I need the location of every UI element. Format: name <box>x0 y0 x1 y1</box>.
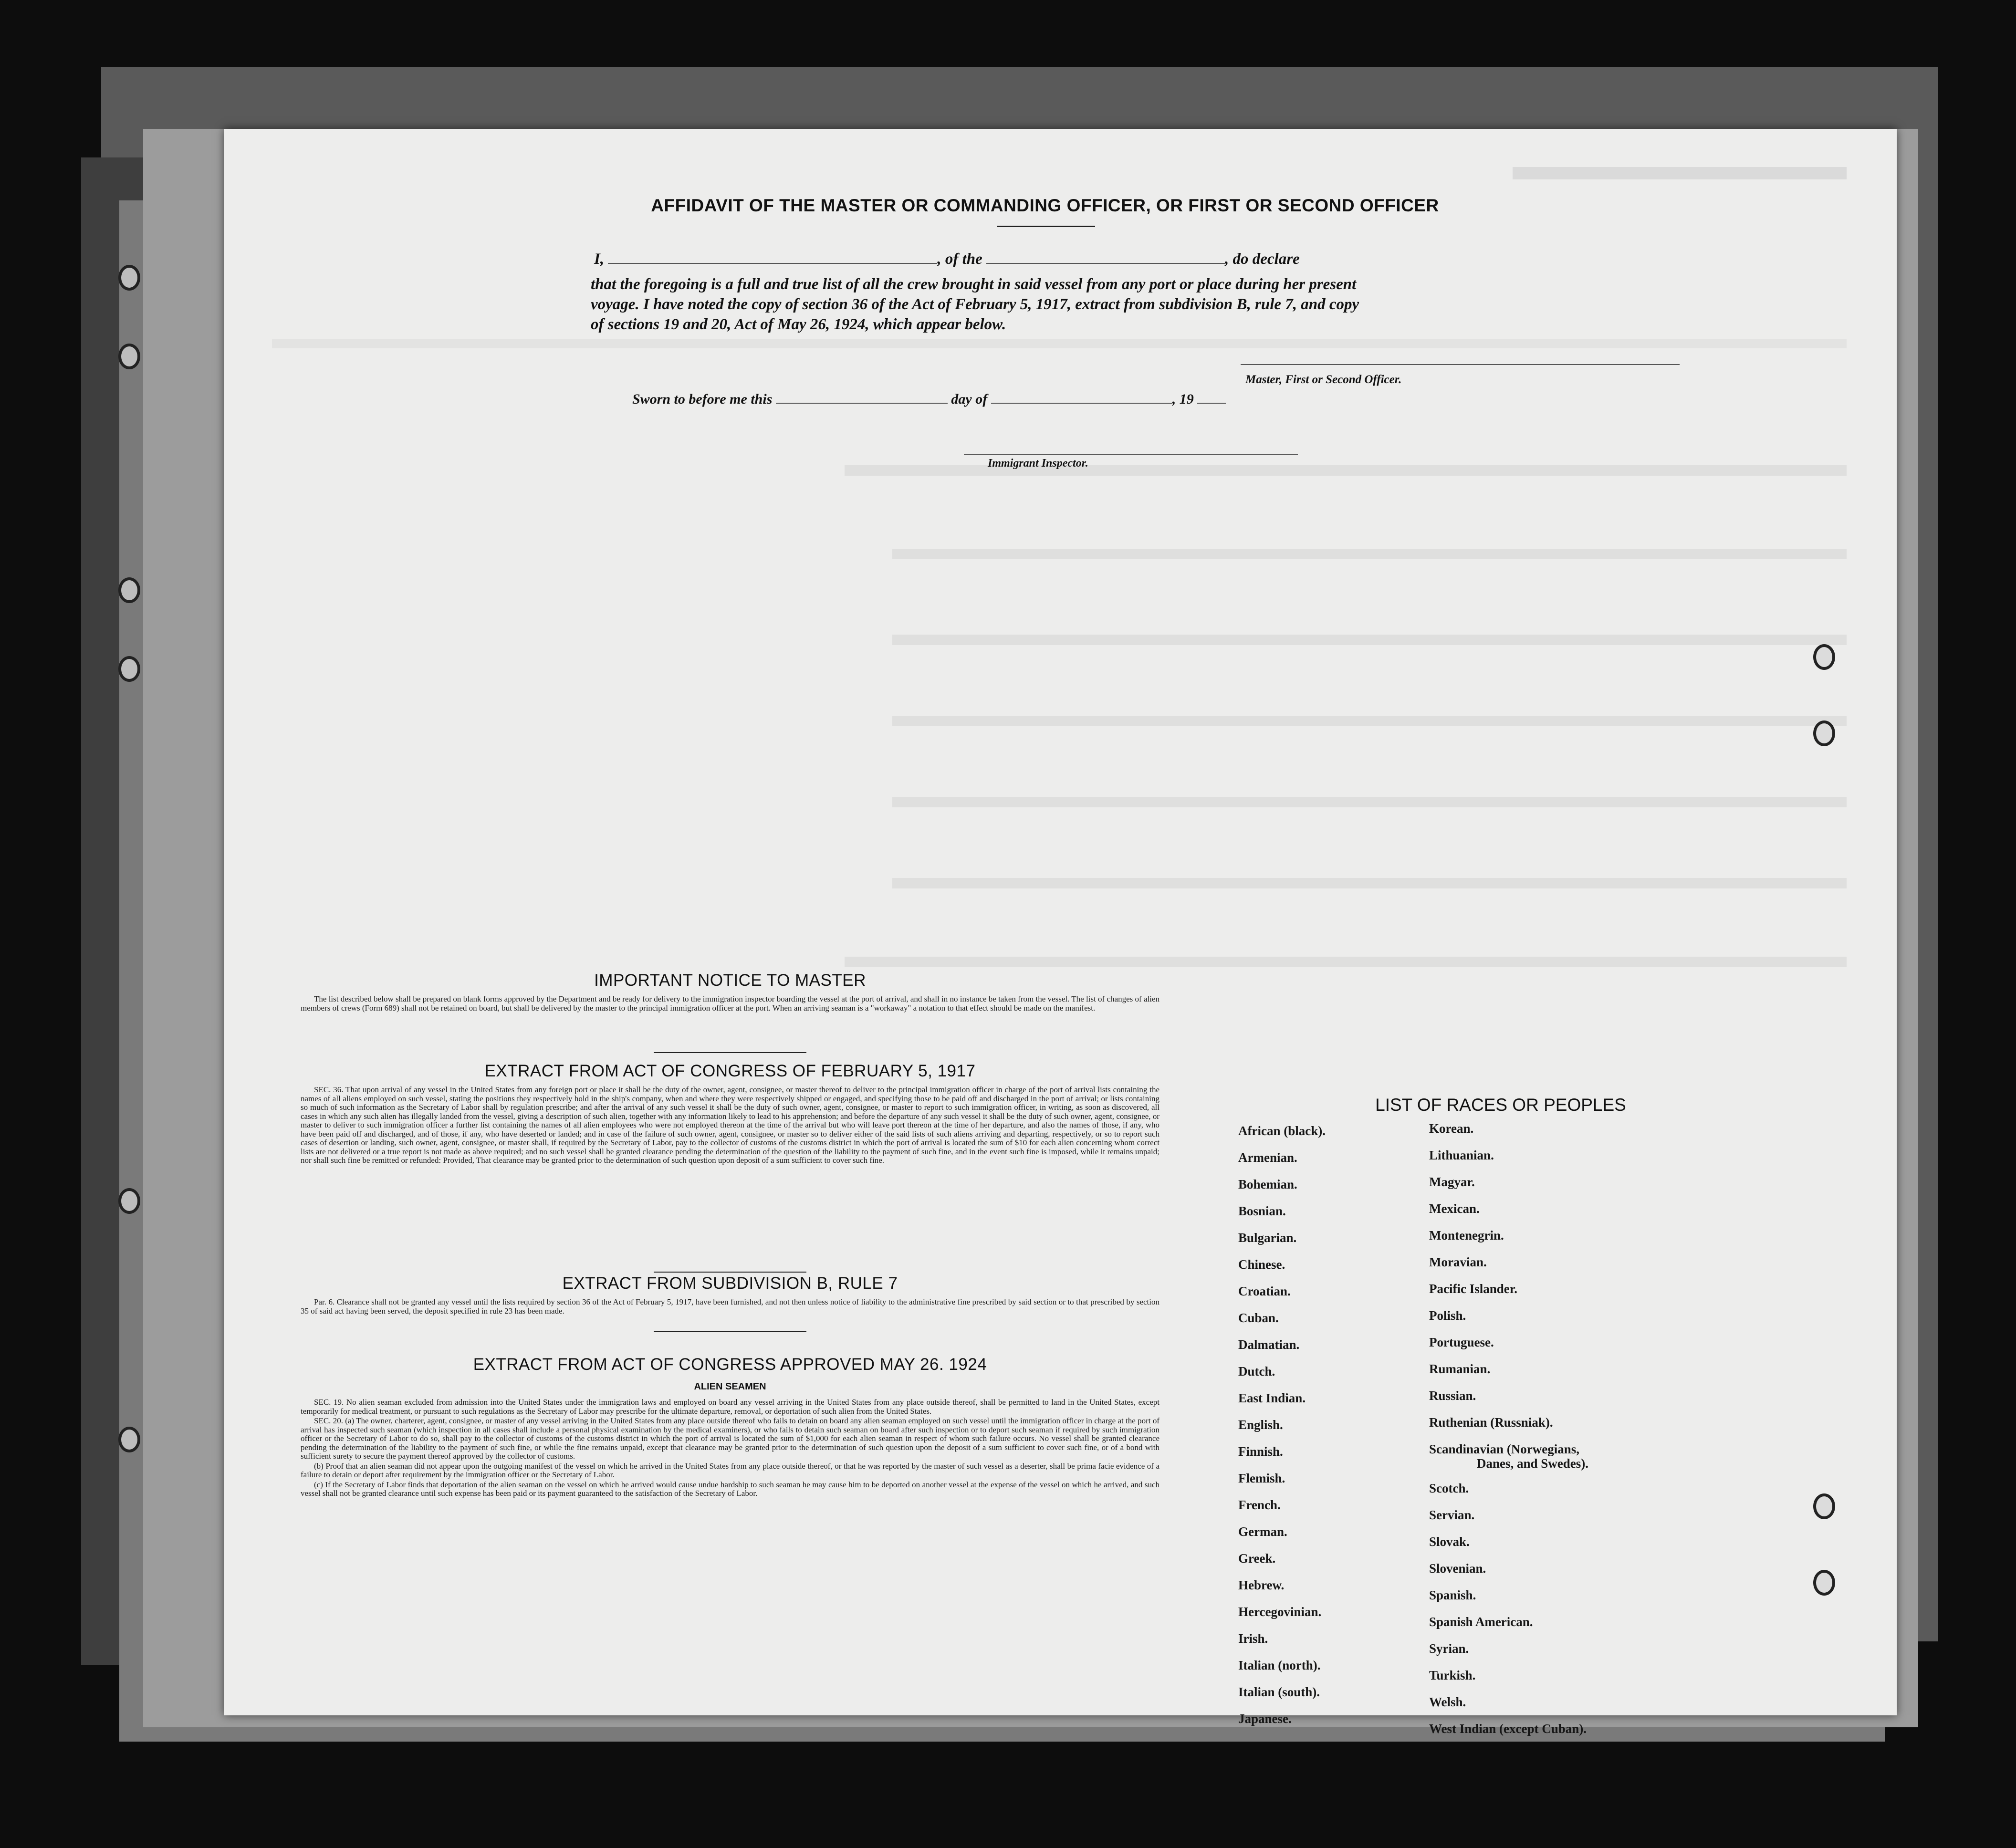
master-signature-blank[interactable] <box>1241 364 1680 365</box>
sec-20c-paragraph: (c) If the Secretary of Labor finds that deportation of the alien seaman on the vessel on which he arrived would cause undue hardship to such seaman he may cause him to be deported on another vessel at the expense of the vessel on which he arrived, and such vessel shall not be granted clearance until such expense has been paid or its payment guaranteed to the satisfaction of the Secretary of Labor. <box>301 1480 1159 1498</box>
sec-20a-paragraph: SEC. 20. (a) The owner, charterer, agent, consignee, or master of any vessel arriving in the United States from any place outside thereof who fails to detain on board any alien seaman employed on such vessel until the immigration officer in charge at the port of arrival has inspected such seaman (which inspection in all cases shall include a personal physical examination by the medical examiners), or who fails to detain such seaman on board after such inspection or to deport such seaman if required by such immigration officer or the Secretary of Labor to do so, shall pay to the collector of customs of the customs district in which the port of arrival is located the sum of $1,000 for each alien seaman in respect of whom such failure occurs. No vessel shall be granted clearance pending the determination of the liability to the payment of such fine, or while the fine remains unpaid, except that clearance may be granted prior to the determination of such question upon the deposit of a sum sufficient to cover such fine, or of a bond with sufficient surety to secure the payment thereof approved by the collector of customs. <box>301 1416 1159 1461</box>
race-item: Russian. <box>1429 1389 1476 1403</box>
races-heading: LIST OF RACES OR PEOPLES <box>1375 1095 1626 1115</box>
race-item: Scotch. <box>1429 1481 1469 1495</box>
sec-19-paragraph: SEC. 19. No alien seaman excluded from admission into the United States under the immigration laws and employed on board any vessel arriving in the United States from any place outside thereof, shall be permitted to land in the United States, except temporarily for medical treatment, or pursuant to such regulations as the Secretary of Labor may prescribe for the ultimate departure, removal, or deportation of such alien from the United States. <box>301 1398 1159 1416</box>
par-6-paragraph: Par. 6. Clearance shall not be granted any vessel until the lists required by section 36 of the Act of February 5, 1917, have been furnished, and not then unless notice of liability to the administrative fine prescribed by said section or to that prescribed by section 35 of said act having been served, the deposit specified in rule 23 has been made. <box>301 1297 1159 1316</box>
extract-1917-body <box>301 1086 1159 1166</box>
bleed-through <box>892 716 1847 726</box>
race-item: Croatian. <box>1238 1284 1291 1298</box>
race-item: Flemish. <box>1238 1471 1285 1485</box>
race-item: Syrian. <box>1429 1641 1469 1656</box>
binder-hole <box>1813 1493 1835 1519</box>
sworn-label: Sworn to before me this <box>632 391 773 407</box>
race-item: Pacific Islander. <box>1429 1282 1517 1296</box>
extract-rule7-body <box>301 1298 1159 1316</box>
race-item: Rumanian. <box>1429 1362 1491 1376</box>
race-item: Bulgarian. <box>1238 1231 1297 1245</box>
title-rule <box>997 226 1095 227</box>
race-item: Japanese. <box>1238 1712 1292 1726</box>
do-declare-label: , do declare <box>1225 251 1300 268</box>
race-item: Bohemian. <box>1238 1177 1297 1191</box>
binder-hole <box>1813 1570 1835 1596</box>
race-item: Greek. <box>1238 1551 1276 1566</box>
race-item: Korean. <box>1429 1121 1474 1136</box>
bleed-through <box>892 635 1847 645</box>
race-item: Portuguese. <box>1429 1335 1494 1349</box>
sworn-month-blank[interactable] <box>991 402 1172 404</box>
race-item: Montenegrin. <box>1429 1228 1504 1242</box>
race-item: African (black). <box>1238 1124 1326 1138</box>
race-item: Dutch. <box>1238 1364 1275 1378</box>
race-item: Italian (north). <box>1238 1658 1321 1672</box>
race-item: German. <box>1238 1524 1287 1539</box>
section-rule <box>654 1052 806 1053</box>
race-item: Armenian. <box>1238 1150 1297 1165</box>
sec-36-paragraph: SEC. 36. That upon arrival of any vessel in the United States from any foreign port or place it shall be the duty of the owner, agent, consignee, or master thereof to deliver to the principal immigration officer in charge of the port of arrival lists containing the names of all aliens employed on such vessel, stating the positions they respectively hold in the ship's company, when and where they were respectively shipped or engaged, and specifying those to be paid off and discharged in the port of arrival; or lists containing so much of such information as the Secretary of Labor shall by regulation prescribe; and after the arrival of any such vessel it shall be the duty of such owner, agent, consignee, or master to report to such immigration officer, in writing, as soon as discovered, all cases in which any such alien has illegally landed from the vessel, giving a description of such alien, together with any information likely to lead to his apprehension; and before the departure of any such vessel it shall be the duty of such owner, agent, consignee, or master to deliver to such immigration officer a further list containing the names of all alien employees who were not employed thereon at the time of the arrival but who will leave port thereon at the time of her departure, and also the names of those, if any, who have been paid off and discharged, and of those, if any, who have deserted or landed; and in case of the failure of such owner, agent, consignee, or master so to deliver either of the said lists of such aliens arriving and departing, respectively, or so to report such cases of desertion or landing, such owner, agent, consignee, or master shall, if required by the Secretary of Labor, pay to the collector of customs of the customs district in which the port of arrival is located the sum of $10 for each alien concerning whom correct lists are not delivered or a true report is not made as above required; and no such vessel shall be granted clearance pending the determination of the question of the liability to the payment of such fine, and in the event such fine is imposed, while it remains unpaid; nor shall such fine be remitted or refunded: Provided, That clearance may be granted prior to the determination of such question upon deposit of a sum sufficient to cover such fine. <box>301 1085 1159 1165</box>
race-item: Hercegovinian. <box>1238 1605 1322 1619</box>
affidavit-i-label: I, <box>594 251 605 268</box>
bleed-through <box>1513 167 1847 179</box>
race-item: Finnish. <box>1238 1444 1283 1459</box>
race-item: Slovenian. <box>1429 1561 1486 1576</box>
name-blank[interactable] <box>608 262 937 264</box>
notice-heading: IMPORTANT NOTICE TO MASTER <box>594 971 866 990</box>
inspector-signature-blank[interactable] <box>964 453 1298 455</box>
sworn-day-blank[interactable] <box>776 402 948 404</box>
affidavit-line-1 <box>594 251 1300 268</box>
sworn-line <box>632 391 1226 407</box>
binder-hole <box>118 1188 140 1214</box>
race-item: Magyar. <box>1429 1175 1475 1189</box>
race-item: Turkish. <box>1429 1668 1476 1682</box>
race-item: Welsh. <box>1429 1695 1466 1709</box>
of-the-label: , of the <box>937 251 982 268</box>
bleed-through <box>272 339 1847 348</box>
binder-hole <box>1813 644 1835 670</box>
affidavit-title: AFFIDAVIT OF THE MASTER OR COMMANDING OFFICER, OR FIRST OR SECOND OFFICER <box>651 196 1439 215</box>
race-item: Slovak. <box>1429 1535 1470 1549</box>
race-item: French. <box>1238 1498 1281 1512</box>
binder-hole <box>118 344 140 369</box>
affidavit-line-2: that the foregoing is a full and true list of all the crew brought in said vessel from any port or place during her present <box>591 276 1357 293</box>
sworn-year-blank[interactable] <box>1197 402 1226 404</box>
race-item: Lithuanian. <box>1429 1148 1494 1162</box>
race-item: Danes, and Swedes). <box>1477 1456 1589 1471</box>
race-item: Servian. <box>1429 1508 1475 1522</box>
race-item: Ruthenian (Russniak). <box>1429 1415 1553 1430</box>
race-item: Spanish. <box>1429 1588 1476 1602</box>
race-item: East Indian. <box>1238 1391 1306 1405</box>
binder-hole <box>1813 720 1835 746</box>
race-item: Scandinavian (Norwegians, <box>1429 1442 1580 1456</box>
binder-hole <box>118 656 140 682</box>
binder-hole <box>118 1427 140 1452</box>
race-item: Chinese. <box>1238 1257 1285 1272</box>
vessel-blank[interactable] <box>986 262 1225 264</box>
race-item: Spanish American. <box>1429 1615 1533 1629</box>
notice-paragraph: The list described below shall be prepared on blank forms approved by the Department and be ready for delivery to the immigration inspector boarding the vessel at the port of arrival, and shall in no instance be taken from the vessel. The list of changes of alien members of crews (Form 689) shall not be retained on board, but shall be delivered by the master to the principal immigration officer at the port. When an arriving seaman is a "workaway" a notation to that effect should be made on the manifest. <box>301 994 1159 1013</box>
affidavit-line-3: voyage. I have noted the copy of section 36 of the Act of February 5, 1917, extract from subdivision B, rule 7, and copy <box>591 296 1359 313</box>
race-item: English. <box>1238 1418 1283 1432</box>
race-item: West Indian (except Cuban). <box>1429 1722 1587 1736</box>
affidavit-line-4: of sections 19 and 20, Act of May 26, 1924, which appear below. <box>591 316 1006 333</box>
sec-20b-paragraph: (b) Proof that an alien seaman did not appear upon the outgoing manifest of the vessel on which he arrived in the United States from any place outside thereof, or that he was reported by the master of such vessel as a deserter, shall be prima facie evidence of a failure to detain or deport after requirement by the immigration officer or the Secretary of Labor. <box>301 1461 1159 1479</box>
extract-1924-body <box>301 1398 1159 1499</box>
binder-hole <box>118 265 140 291</box>
section-rule <box>654 1331 806 1332</box>
race-item: Bosnian. <box>1238 1204 1286 1218</box>
extract-rule7-heading: EXTRACT FROM SUBDIVISION B, RULE 7 <box>562 1274 898 1293</box>
bleed-through <box>845 957 1847 967</box>
race-item: Moravian. <box>1429 1255 1487 1269</box>
race-item: Polish. <box>1429 1308 1466 1323</box>
race-item: Italian (south). <box>1238 1685 1320 1699</box>
inspector-label: Immigrant Inspector. <box>988 457 1088 470</box>
race-item: Cuban. <box>1238 1311 1279 1325</box>
day-of-label: day of <box>951 391 988 407</box>
bleed-through <box>892 549 1847 559</box>
bleed-through <box>892 878 1847 888</box>
affidavit-page <box>224 129 1897 1736</box>
bleed-through <box>892 797 1847 807</box>
race-item: Dalmatian. <box>1238 1337 1300 1352</box>
year-prefix-label: , 19 <box>1172 391 1194 407</box>
master-signature-label: Master, First or Second Officer. <box>1245 373 1402 386</box>
extract-1924-heading: EXTRACT FROM ACT OF CONGRESS APPROVED MAY 26. 1924 <box>473 1355 987 1374</box>
section-rule <box>654 1272 806 1273</box>
binder-hole <box>118 577 140 603</box>
race-item: Hebrew. <box>1238 1578 1285 1592</box>
extract-1917-heading: EXTRACT FROM ACT OF CONGRESS OF FEBRUARY 5, 1917 <box>484 1062 976 1080</box>
race-item: Irish. <box>1238 1631 1268 1646</box>
alien-seamen-subheading: ALIEN SEAMEN <box>694 1381 766 1392</box>
notice-body <box>301 995 1159 1013</box>
race-item: Mexican. <box>1429 1201 1480 1216</box>
